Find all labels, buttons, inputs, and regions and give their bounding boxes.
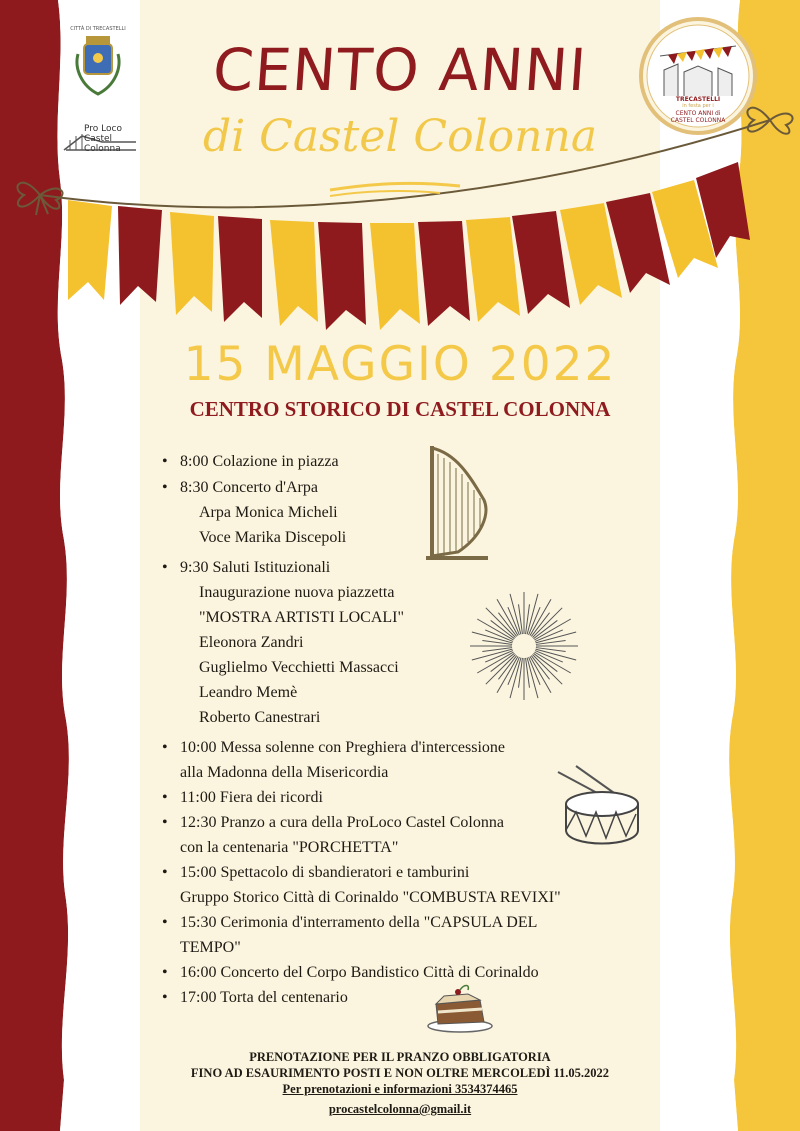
footer-reservation-required: PRENOTAZIONE PER IL PRANZO OBBLIGATORIA (249, 1050, 551, 1064)
coat-of-arms-text: CITTÀ DI TRECASTELLI (70, 26, 126, 32)
program-item (158, 960, 628, 985)
sunburst-ray (472, 632, 513, 643)
program-item-text: 8:30 Concerto d'Arpa (180, 479, 318, 496)
program-list (158, 449, 628, 1010)
sunburst-ray (472, 649, 513, 660)
sunburst-ray (527, 658, 538, 699)
program-item (158, 910, 628, 960)
badge-text-2: in festa per i (682, 103, 714, 109)
program-sub-line: Inaugurazione nuova piazzetta (199, 584, 395, 601)
sunburst-ray (527, 594, 538, 635)
badge-text-3: CENTO ANNI di (675, 110, 721, 117)
program-item-cont: con la centenaria "PORCHETTA" (180, 839, 399, 856)
program-sub-line: Arpa Monica Micheli (199, 504, 338, 521)
drum-icon (552, 764, 644, 848)
program-item (158, 860, 628, 910)
program-item-text: 8:00 Colazione in piazza (180, 453, 339, 470)
program-item-text: 17:00 Torta del centenario (180, 989, 348, 1006)
program-item-text: 15:00 Spettacolo di sbandieratori e tamburini (180, 864, 470, 881)
program-item (158, 555, 628, 580)
program-item-text: 15:30 Cerimonia d'interramento della "CAPSULA DEL (180, 914, 538, 931)
page-title: CENTO ANNI (210, 36, 590, 104)
sunburst-ray (510, 658, 521, 699)
footer-phone-link[interactable]: Per prenotazioni e informazioni 3534374465 (282, 1082, 518, 1096)
footer (140, 1049, 660, 1117)
program-item-cont: Gruppo Storico Città di Corinaldo "COMBUSTA REVIXI" (180, 889, 561, 906)
program-item-text: 10:00 Messa solenne con Preghiera d'intercessione (180, 739, 506, 756)
sunburst-icon (468, 590, 580, 702)
left-white-band (57, 0, 140, 1131)
sunburst-ray (510, 594, 521, 635)
badge-logo-text (648, 96, 748, 124)
program-sub-line: Roberto Canestrari (199, 709, 321, 726)
coat-of-arms-icon (68, 24, 128, 104)
left-red-stripe (0, 0, 69, 1131)
program-sub-line: Leandro Memè (199, 684, 298, 701)
program-item (158, 985, 628, 1010)
sunburst-ray (536, 632, 577, 643)
page-subtitle: di Castel Colonna (202, 111, 598, 162)
sunburst-ray (536, 649, 577, 660)
footer-deadline: FINO AD ESAURIMENTO POSTI E NON OLTRE MERCOLEDÌ 11.05.2022 (190, 1066, 610, 1080)
program-sub-line: Eleonora Zandri (199, 634, 304, 651)
harp-icon (418, 440, 498, 564)
cake-icon (424, 978, 496, 1036)
badge-text-4: CASTEL COLONNA (670, 117, 726, 124)
event-date: 15 MAGGIO 2022 (183, 337, 617, 392)
program-item-text: 12:30 Pranzo a cura della ProLoco Castel Colonna (180, 814, 504, 831)
right-yellow-stripe (729, 0, 800, 1131)
program-sub-line: Voce Marika Discepoli (199, 529, 347, 546)
program-item-text: 16:00 Concerto del Corpo Bandistico Città di Corinaldo (180, 964, 539, 981)
program-item (158, 449, 628, 474)
footer-email-link[interactable]: procastelcolonna@gmail.it (328, 1102, 472, 1116)
program-sub-line: "MOSTRA ARTISTI LOCALI" (199, 609, 404, 626)
proloco-logo-text: Pro Loco Castel Colonna (84, 124, 122, 154)
program-sub-line: Guglielmo Vecchietti Massacci (199, 659, 399, 676)
program-item (158, 475, 628, 500)
program-item-text: 11:00 Fiera dei ricordi (180, 789, 323, 806)
badge-text-1: TRECASTELLI (675, 96, 721, 103)
program-item-cont: alla Madonna della Misericordia (180, 764, 389, 781)
program-item-cont: TEMPO" (180, 939, 241, 956)
event-location: CENTRO STORICO DI CASTEL COLONNA (189, 397, 611, 421)
program-item-text: 9:30 Saluti Istituzionali (180, 559, 331, 576)
